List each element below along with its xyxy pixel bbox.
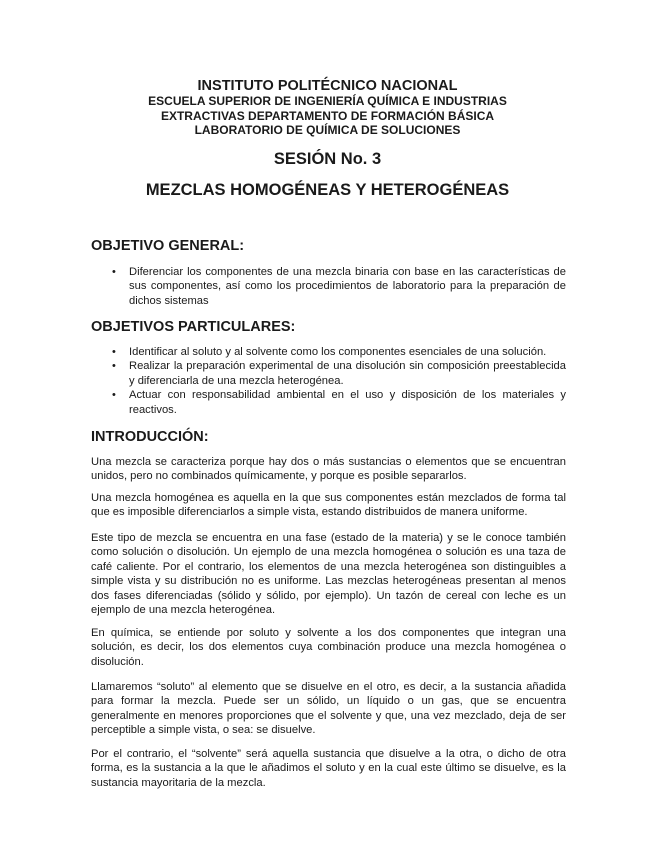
objetivos-particulares-list	[91, 345, 566, 417]
bullet-icon: •	[112, 346, 116, 358]
list-item-text: Realizar la preparación experimental de una disolución sin composición preestablecida y diferenciarla de una mezcla heterogénea.	[129, 360, 566, 387]
institution-name: INSTITUTO POLITÉCNICO NACIONAL	[197, 78, 458, 94]
intro-paragraph: Una mezcla homogénea es aquella en la que sus componentes están mezclados de forma tal que es imposible diferenciarlos a simple vista, estando distribuidos de manera uniforme.	[91, 492, 566, 519]
list-item	[91, 345, 566, 359]
document-title: MEZCLAS HOMOGÉNEAS Y HETEROGÉNEAS	[145, 181, 510, 199]
school-line-1: ESCUELA SUPERIOR DE INGENIERÍA QUÍMICA E INDUSTRIAS	[148, 94, 507, 108]
section-heading-objetivo-general: OBJETIVO GENERAL:	[91, 238, 245, 254]
list-item-text: Diferenciar los componentes de una mezcla binaria con base en las características de sus componentes, así como los procedimientos de laboratorio para la preparación de dichos sistemas	[129, 266, 566, 307]
intro-paragraph: Llamaremos “soluto” al elemento que se disuelve en el otro, es decir, a la sustancia añadida para formar la mezcla. Puede ser un sólido, un líquido o un gas, que se encuentra generalmente en menores proporciones que el solvente y que, una vez mezclado, deja de ser perceptible a simple vista, o sea: se disuelve.	[91, 681, 566, 737]
bullet-icon: •	[112, 266, 116, 278]
list-item	[91, 388, 566, 417]
list-item-text: Actuar con responsabilidad ambiental en el uso y disposición de los materiales y reactivos.	[129, 389, 566, 416]
list-item	[91, 265, 566, 308]
list-item-text: Identificar al soluto y al solvente como los componentes esenciales de una solución.	[129, 346, 547, 358]
bullet-icon: •	[112, 389, 116, 402]
bullet-icon: •	[112, 360, 116, 373]
section-heading-introduccion: INTRODUCCIÓN:	[91, 429, 209, 445]
objetivo-general-list	[91, 265, 566, 308]
intro-paragraph: Por el contrario, el “solvente” será aquella sustancia que disuelve a la otra, o dicho de otra forma, es la sustancia a la que le añadimos el soluto y en la cual este último se disuelve, es la sustancia mayoritaria de la mezcla.	[91, 748, 566, 789]
intro-paragraph: En química, se entiende por soluto y solvente a los dos componentes que integran una solución, es decir, los dos elementos cuya combinación produce una mezcla homogénea o disolución.	[91, 627, 566, 668]
list-item	[91, 359, 566, 388]
intro-paragraph: Este tipo de mezcla se encuentra en una fase (estado de la materia) y se le conoce también como solución o disolución. Un ejemplo de una mezcla homogénea o solución es una taza de café caliente. Por el contrario, los elementos de una mezcla heterogénea son distinguibles a simple vista y su distribución no es uniforme. Las mezclas heterogéneas presentan al menos dos fases diferenciadas (sólido y sólido, por ejemplo). Un tazón de cereal con leche es un ejemplo de una mezcla heterogénea.	[91, 532, 566, 617]
document-header	[0, 78, 655, 138]
school-line-2: EXTRACTIVAS DEPARTAMENTO DE FORMACIÓN BÁSICA	[160, 108, 495, 123]
intro-paragraph: Una mezcla se caracteriza porque hay dos o más sustancias o elementos que se encuentran unidos, pero no combinados químicamente, y porque es posible separarlos.	[91, 456, 566, 483]
laboratory-name: LABORATORIO DE QUÍMICA DE SOLUCIONES	[194, 123, 461, 137]
session-number: SESIÓN No. 3	[273, 150, 382, 168]
section-heading-objetivos-particulares: OBJETIVOS PARTICULARES:	[91, 319, 296, 335]
